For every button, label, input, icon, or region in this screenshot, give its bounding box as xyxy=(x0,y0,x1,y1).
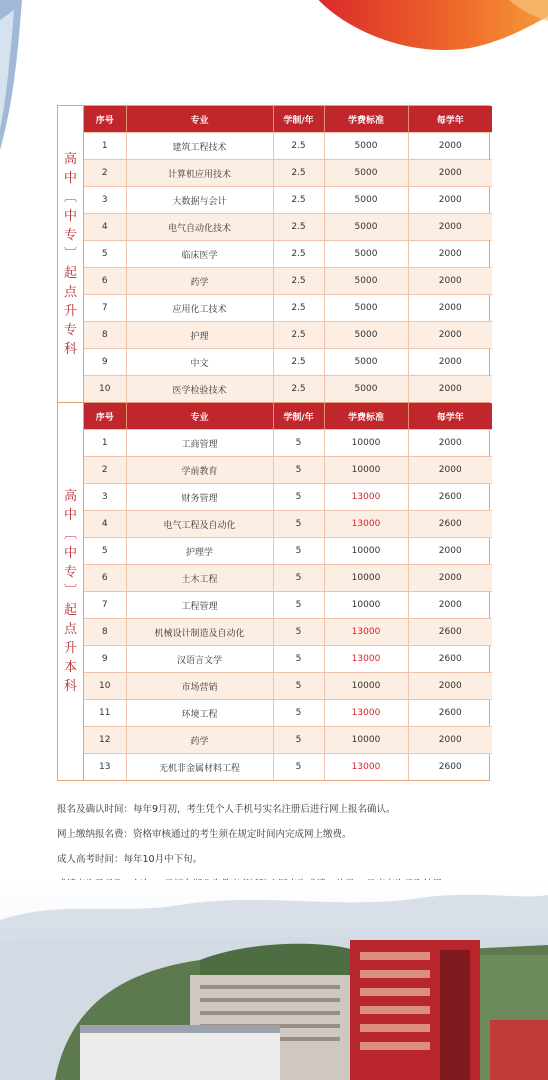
table-header-row xyxy=(84,106,492,133)
row-years: 2.5 xyxy=(273,322,324,349)
row-fee: 13000 xyxy=(324,700,408,727)
side-char: ︹ xyxy=(63,527,77,542)
row-major: 市场营销 xyxy=(126,673,273,700)
col-header-fee: 学费标准 xyxy=(324,403,408,430)
row-per-year: 2600 xyxy=(408,700,492,727)
row-fee: 10000 xyxy=(324,430,408,457)
side-char: 科 xyxy=(63,341,77,357)
row-years: 5 xyxy=(273,538,324,565)
row-per-year: 2000 xyxy=(408,727,492,754)
col-header-no: 序号 xyxy=(84,403,126,430)
row-major: 工商管理 xyxy=(126,430,273,457)
row-fee: 5000 xyxy=(324,241,408,268)
row-per-year: 2000 xyxy=(408,349,492,376)
row-per-year: 2000 xyxy=(408,592,492,619)
row-per-year: 2600 xyxy=(408,646,492,673)
table-row xyxy=(84,673,492,700)
row-per-year: 2600 xyxy=(408,484,492,511)
table-row xyxy=(84,295,492,322)
decorative-wave xyxy=(300,0,548,60)
row-number: 9 xyxy=(84,349,126,376)
row-major: 临床医学 xyxy=(126,241,273,268)
row-per-year: 2000 xyxy=(408,430,492,457)
row-per-year: 2000 xyxy=(408,187,492,214)
row-number: 13 xyxy=(84,754,126,781)
table-row xyxy=(84,214,492,241)
row-per-year: 2000 xyxy=(408,214,492,241)
note-fee-payment: 网上缴纳报名费：资格审核通过的考生须在规定时间内完成网上缴费。 xyxy=(57,829,352,840)
row-number: 3 xyxy=(84,187,126,214)
row-fee: 5000 xyxy=(324,160,408,187)
note-registration: 报名及确认时间：每年9月初，考生凭个人手机号实名注册后进行网上报名确认。 xyxy=(57,804,396,815)
row-fee: 5000 xyxy=(324,322,408,349)
table-row xyxy=(84,565,492,592)
row-fee: 13000 xyxy=(324,619,408,646)
row-number: 10 xyxy=(84,673,126,700)
row-number: 10 xyxy=(84,376,126,403)
row-years: 5 xyxy=(273,457,324,484)
row-number: 6 xyxy=(84,268,126,295)
row-fee: 13000 xyxy=(324,754,408,781)
row-per-year: 2000 xyxy=(408,133,492,160)
col-header-per-year: 每学年 xyxy=(408,106,492,133)
row-per-year: 2000 xyxy=(408,295,492,322)
row-fee: 10000 xyxy=(324,457,408,484)
bachelor-rows xyxy=(84,430,492,781)
row-number: 3 xyxy=(84,484,126,511)
side-char: 中 xyxy=(63,170,77,186)
row-major: 建筑工程技术 xyxy=(126,133,273,160)
row-per-year: 2000 xyxy=(408,268,492,295)
table-row xyxy=(84,511,492,538)
bachelor-side-label xyxy=(58,403,84,780)
row-fee: 10000 xyxy=(324,592,408,619)
row-per-year: 2000 xyxy=(408,538,492,565)
row-major: 医学检验技术 xyxy=(126,376,273,403)
side-char: 升 xyxy=(63,303,77,319)
table-row xyxy=(84,160,492,187)
row-major: 机械设计制造及自动化 xyxy=(126,619,273,646)
row-per-year: 2000 xyxy=(408,673,492,700)
row-fee: 5000 xyxy=(324,187,408,214)
tuition-tables xyxy=(57,105,490,781)
row-years: 5 xyxy=(273,700,324,727)
row-years: 2.5 xyxy=(273,214,324,241)
table-row xyxy=(84,727,492,754)
decorative-sky-strip xyxy=(0,0,22,150)
row-fee: 10000 xyxy=(324,727,408,754)
row-fee: 10000 xyxy=(324,673,408,700)
side-char: 本 xyxy=(63,660,77,675)
row-years: 5 xyxy=(273,484,324,511)
table-row xyxy=(84,268,492,295)
row-major: 电气自动化技术 xyxy=(126,214,273,241)
row-fee: 5000 xyxy=(324,295,408,322)
table-row xyxy=(84,700,492,727)
side-char: 点 xyxy=(63,622,77,637)
row-years: 2.5 xyxy=(273,376,324,403)
side-char: 专 xyxy=(63,322,77,338)
row-number: 12 xyxy=(84,727,126,754)
col-header-major: 专业 xyxy=(126,403,273,430)
row-per-year: 2000 xyxy=(408,322,492,349)
side-char: 中 xyxy=(63,546,77,561)
col-header-years: 学制/年 xyxy=(273,403,324,430)
table-row xyxy=(84,754,492,781)
col-header-per-year: 每学年 xyxy=(408,403,492,430)
row-major: 药学 xyxy=(126,268,273,295)
row-number: 9 xyxy=(84,646,126,673)
side-char: 中 xyxy=(63,508,77,523)
row-major: 土木工程 xyxy=(126,565,273,592)
side-char: 高 xyxy=(63,489,77,504)
junior-college-rows xyxy=(84,133,492,403)
table-row xyxy=(84,592,492,619)
row-years: 2.5 xyxy=(273,268,324,295)
row-number: 6 xyxy=(84,565,126,592)
row-number: 7 xyxy=(84,592,126,619)
row-fee: 5000 xyxy=(324,349,408,376)
side-char: 中 xyxy=(63,208,77,224)
table-row xyxy=(84,457,492,484)
row-years: 2.5 xyxy=(273,160,324,187)
side-char: 升 xyxy=(63,641,77,656)
col-header-years: 学制/年 xyxy=(273,106,324,133)
bachelor-block xyxy=(57,402,490,781)
side-char: ︹ xyxy=(63,189,77,205)
junior-college-table xyxy=(84,106,492,402)
row-years: 5 xyxy=(273,592,324,619)
row-fee: 13000 xyxy=(324,511,408,538)
bachelor-table xyxy=(84,403,492,780)
side-char: 点 xyxy=(63,284,77,300)
row-years: 2.5 xyxy=(273,349,324,376)
row-number: 2 xyxy=(84,160,126,187)
note-exam-time: 成人高考时间：每年10月中下旬。 xyxy=(57,854,203,865)
junior-college-side-label xyxy=(58,106,84,402)
row-fee: 5000 xyxy=(324,376,408,403)
table-row xyxy=(84,322,492,349)
row-per-year: 2000 xyxy=(408,457,492,484)
row-fee: 13000 xyxy=(324,484,408,511)
row-years: 5 xyxy=(273,619,324,646)
row-major: 无机非金属材料工程 xyxy=(126,754,273,781)
row-years: 2.5 xyxy=(273,241,324,268)
table-row xyxy=(84,619,492,646)
row-number: 5 xyxy=(84,241,126,268)
row-per-year: 2600 xyxy=(408,619,492,646)
table-row xyxy=(84,646,492,673)
col-header-no: 序号 xyxy=(84,106,126,133)
table-row xyxy=(84,376,492,403)
row-fee: 13000 xyxy=(324,646,408,673)
row-years: 5 xyxy=(273,430,324,457)
table-row xyxy=(84,187,492,214)
row-number: 1 xyxy=(84,133,126,160)
row-fee: 10000 xyxy=(324,538,408,565)
row-fee: 5000 xyxy=(324,214,408,241)
row-major: 护理学 xyxy=(126,538,273,565)
col-header-fee: 学费标准 xyxy=(324,106,408,133)
side-char: 专 xyxy=(63,565,77,580)
row-number: 11 xyxy=(84,700,126,727)
row-major: 护理 xyxy=(126,322,273,349)
row-number: 8 xyxy=(84,322,126,349)
table-row xyxy=(84,241,492,268)
row-major: 药学 xyxy=(126,727,273,754)
row-major: 应用化工技术 xyxy=(126,295,273,322)
row-number: 1 xyxy=(84,430,126,457)
row-years: 5 xyxy=(273,511,324,538)
side-char: 专 xyxy=(63,227,77,243)
side-char: ︺ xyxy=(63,584,77,599)
row-years: 5 xyxy=(273,646,324,673)
row-major: 大数据与会计 xyxy=(126,187,273,214)
row-years: 2.5 xyxy=(273,133,324,160)
table-row xyxy=(84,349,492,376)
row-fee: 10000 xyxy=(324,565,408,592)
row-per-year: 2000 xyxy=(408,565,492,592)
side-char: 科 xyxy=(63,679,77,694)
row-number: 4 xyxy=(84,214,126,241)
row-per-year: 2600 xyxy=(408,511,492,538)
row-years: 5 xyxy=(273,673,324,700)
row-fee: 5000 xyxy=(324,133,408,160)
row-major: 学前教育 xyxy=(126,457,273,484)
row-years: 5 xyxy=(273,565,324,592)
row-major: 计算机应用技术 xyxy=(126,160,273,187)
side-char: 起 xyxy=(63,603,77,618)
table-row xyxy=(84,484,492,511)
side-char: 起 xyxy=(63,265,77,281)
side-char: 高 xyxy=(63,151,77,167)
row-number: 8 xyxy=(84,619,126,646)
row-number: 2 xyxy=(84,457,126,484)
campus-photo xyxy=(0,880,548,1080)
row-years: 5 xyxy=(273,727,324,754)
row-major: 电气工程及自动化 xyxy=(126,511,273,538)
row-number: 4 xyxy=(84,511,126,538)
row-years: 2.5 xyxy=(273,295,324,322)
row-per-year: 2000 xyxy=(408,160,492,187)
row-major: 汉语言文学 xyxy=(126,646,273,673)
row-major: 财务管理 xyxy=(126,484,273,511)
side-char: ︺ xyxy=(63,246,77,262)
row-number: 5 xyxy=(84,538,126,565)
row-number: 7 xyxy=(84,295,126,322)
row-years: 2.5 xyxy=(273,187,324,214)
row-major: 工程管理 xyxy=(126,592,273,619)
row-per-year: 2000 xyxy=(408,376,492,403)
table-row xyxy=(84,538,492,565)
row-major: 环境工程 xyxy=(126,700,273,727)
row-per-year: 2600 xyxy=(408,754,492,781)
col-header-major: 专业 xyxy=(126,106,273,133)
junior-college-block xyxy=(57,105,490,402)
row-fee: 5000 xyxy=(324,268,408,295)
row-major: 中文 xyxy=(126,349,273,376)
table-header-row xyxy=(84,403,492,430)
row-years: 5 xyxy=(273,754,324,781)
table-row xyxy=(84,133,492,160)
table-row xyxy=(84,430,492,457)
row-per-year: 2000 xyxy=(408,241,492,268)
